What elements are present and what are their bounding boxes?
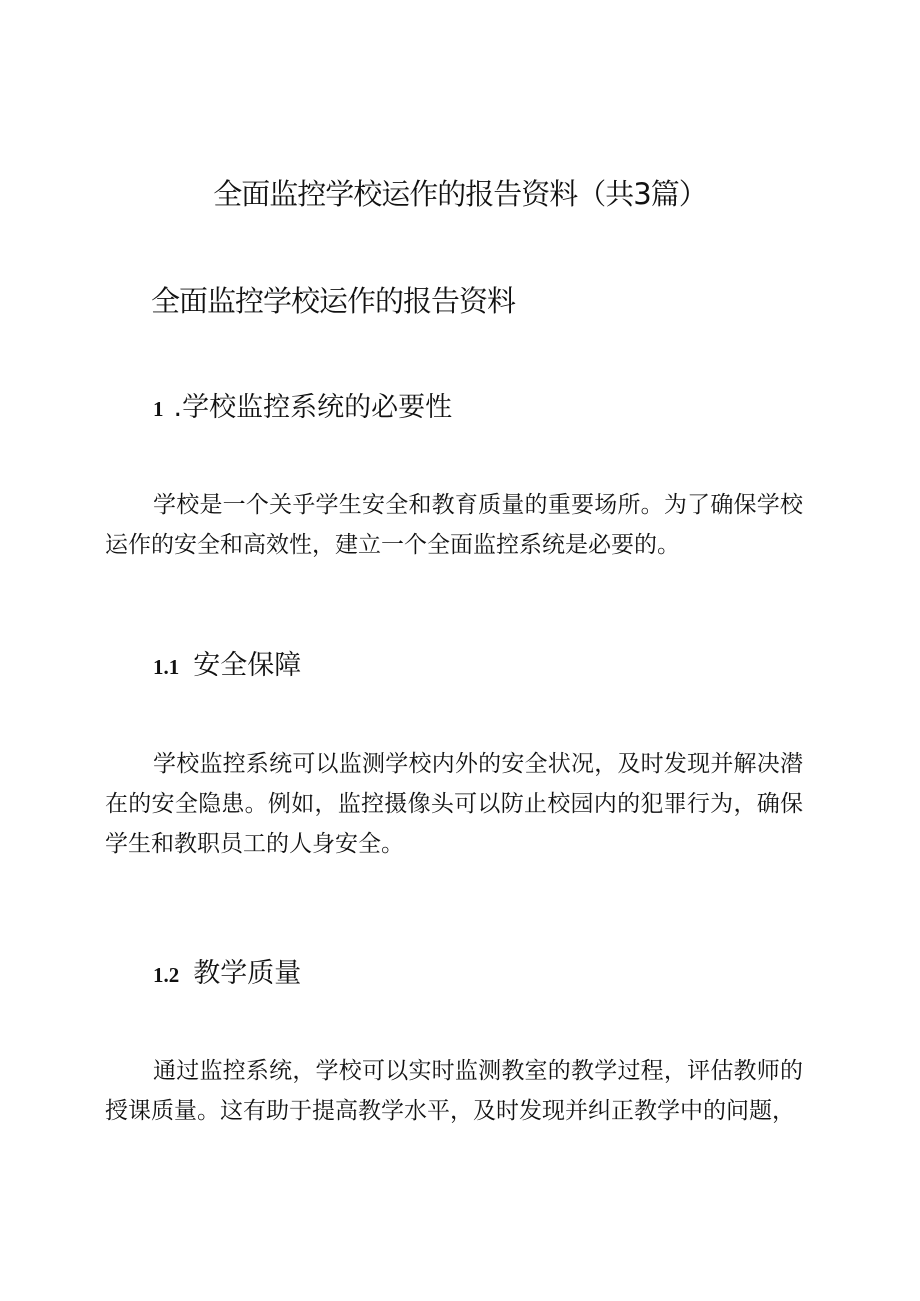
section-title: 全面监控学校运作的报告资料 [151, 284, 516, 318]
heading-1-text: .学校监控系统的必要性 [173, 392, 453, 423]
document-title: 全面监控学校运作的报告资料（共3篇） [213, 177, 707, 211]
heading-1-1-text: 安全保障 [193, 650, 302, 681]
heading-1-2 [153, 955, 301, 994]
paragraph-1: 学校是一个关乎学生安全和教育质量的重要场所。为了确保学校运作的安全和高效性，建立一个全面监控系统是必要的。 [105, 492, 803, 558]
paragraph-3: 通过监控系统，学校可以实时监测教室的教学过程，评估教师的授课质量。这有助于提高教学水平，及时发现并纠正教学中的问题， [105, 1058, 803, 1124]
heading-1-1-number: 1.1 [153, 655, 180, 679]
heading-1-2-text: 教学质量 [193, 958, 302, 989]
heading-1 [153, 389, 452, 428]
heading-1-number: 1 [153, 397, 164, 421]
heading-1-2-number: 1.2 [153, 963, 180, 987]
paragraph-2: 学校监控系统可以监测学校内外的安全状况，及时发现并解决潜在的安全隐患。例如，监控摄像头可以防止校园内的犯罪行为，确保学生和教职员工的人身安全。 [105, 751, 803, 857]
heading-1-1 [153, 647, 301, 686]
